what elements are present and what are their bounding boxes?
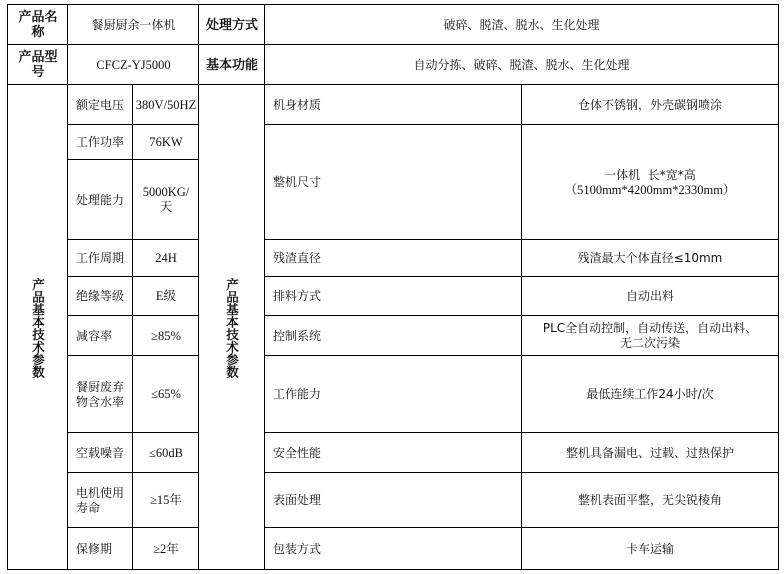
row-line xyxy=(67,315,199,316)
param-value: ≥15年 xyxy=(150,493,182,507)
control-line-1: PLC全自动控制，自动传送，自动出料、 xyxy=(542,321,758,335)
row-line xyxy=(264,276,779,277)
col-line xyxy=(132,84,133,570)
row-line xyxy=(67,472,199,473)
row-line xyxy=(264,315,779,316)
col-line xyxy=(264,4,265,570)
col-line xyxy=(198,4,199,570)
row-line xyxy=(67,239,199,240)
row-line xyxy=(67,159,199,160)
row-line xyxy=(7,44,779,45)
feature-value: 自动出料 xyxy=(625,289,674,303)
row-line xyxy=(264,472,779,473)
feature-label: 表面处理 xyxy=(273,493,322,507)
param-label: 电机使用寿命 xyxy=(76,485,125,515)
feature-label: 整机尺寸 xyxy=(273,175,322,189)
product-name-value: 餐厨厨余一体机 xyxy=(91,17,176,32)
function-label: 基本功能 xyxy=(205,57,258,73)
section-label-left: 产品基本技术参数 xyxy=(30,277,46,378)
param-value: ≥2年 xyxy=(153,541,179,556)
row-line xyxy=(7,84,779,85)
method-label: 处理方式 xyxy=(205,17,258,33)
param-value: 76KW xyxy=(149,135,183,149)
param-label: 餐厨废弃物含水率 xyxy=(76,379,125,409)
param-value: ≥85% xyxy=(151,328,181,343)
border-top xyxy=(7,4,779,5)
function-value: 自动分拣、破碎、脱渣、脱水、生化处理 xyxy=(413,57,630,72)
param-label: 绝缘等级 xyxy=(76,289,125,303)
feature-label: 残渣直径 xyxy=(273,251,322,265)
size-line-1: 一体机 长*宽*高 xyxy=(604,167,696,182)
row-line xyxy=(67,432,199,433)
param-value: ≤60dB xyxy=(149,445,183,460)
row-line xyxy=(264,432,779,433)
size-line-2: （5100mm*4200mm*2330mm） xyxy=(564,182,736,197)
model-label: 产品型号 xyxy=(18,50,58,80)
param-label: 工作功率 xyxy=(76,135,125,149)
feature-label: 包装方式 xyxy=(273,541,322,556)
feature-value: 整机表面平整，无尖锐棱角 xyxy=(577,493,722,507)
feature-value xyxy=(522,316,778,356)
param-value: E级 xyxy=(155,289,177,303)
row-line xyxy=(264,355,779,356)
row-line xyxy=(67,355,199,356)
param-label: 处理能力 xyxy=(76,192,125,207)
param-label: 工作周期 xyxy=(76,251,125,265)
control-line-2: 无二次污染 xyxy=(619,336,680,350)
feature-label: 排料方式 xyxy=(273,289,322,303)
border-bottom xyxy=(7,569,779,570)
col-line xyxy=(521,84,522,570)
method-value: 破碎、脱渣、脱水、生化处理 xyxy=(443,17,600,32)
param-label: 保修期 xyxy=(76,541,113,556)
feature-label: 安全性能 xyxy=(273,445,322,460)
section-label-right: 产品基本技术参数 xyxy=(224,277,240,378)
param-value: 24H xyxy=(155,251,177,265)
feature-value: 仓体不锈钢，外壳碳钢喷涂 xyxy=(577,97,722,112)
feature-label: 机身材质 xyxy=(273,97,322,112)
feature-value: 整机具备漏电、过载、过热保护 xyxy=(565,445,734,460)
row-line xyxy=(67,124,199,125)
feature-value: 卡车运输 xyxy=(625,541,674,556)
param-label: 额定电压 xyxy=(76,97,125,112)
param-value: 5000KG/天 xyxy=(142,185,190,214)
model-value: CFCZ-YJ5000 xyxy=(96,57,171,72)
param-label: 空载噪音 xyxy=(76,445,125,460)
feature-label: 控制系统 xyxy=(273,328,322,343)
feature-label: 工作能力 xyxy=(273,387,322,401)
col-line xyxy=(67,4,68,570)
param-value: 380V/50HZ xyxy=(135,97,197,112)
border-left xyxy=(7,4,8,570)
row-line xyxy=(67,276,199,277)
feature-value xyxy=(522,125,778,240)
row-line xyxy=(67,527,199,528)
product-name-label: 产品名称 xyxy=(18,10,58,40)
feature-value: 残渣最大个体直径≤10mm xyxy=(577,251,723,265)
border-right xyxy=(778,4,779,570)
row-line xyxy=(264,239,779,240)
feature-value: 最低连续工作24小时/次 xyxy=(586,387,714,401)
row-line xyxy=(264,124,779,125)
row-line xyxy=(264,527,779,528)
param-value: ≤65% xyxy=(151,387,181,401)
param-label: 减容率 xyxy=(76,328,113,343)
